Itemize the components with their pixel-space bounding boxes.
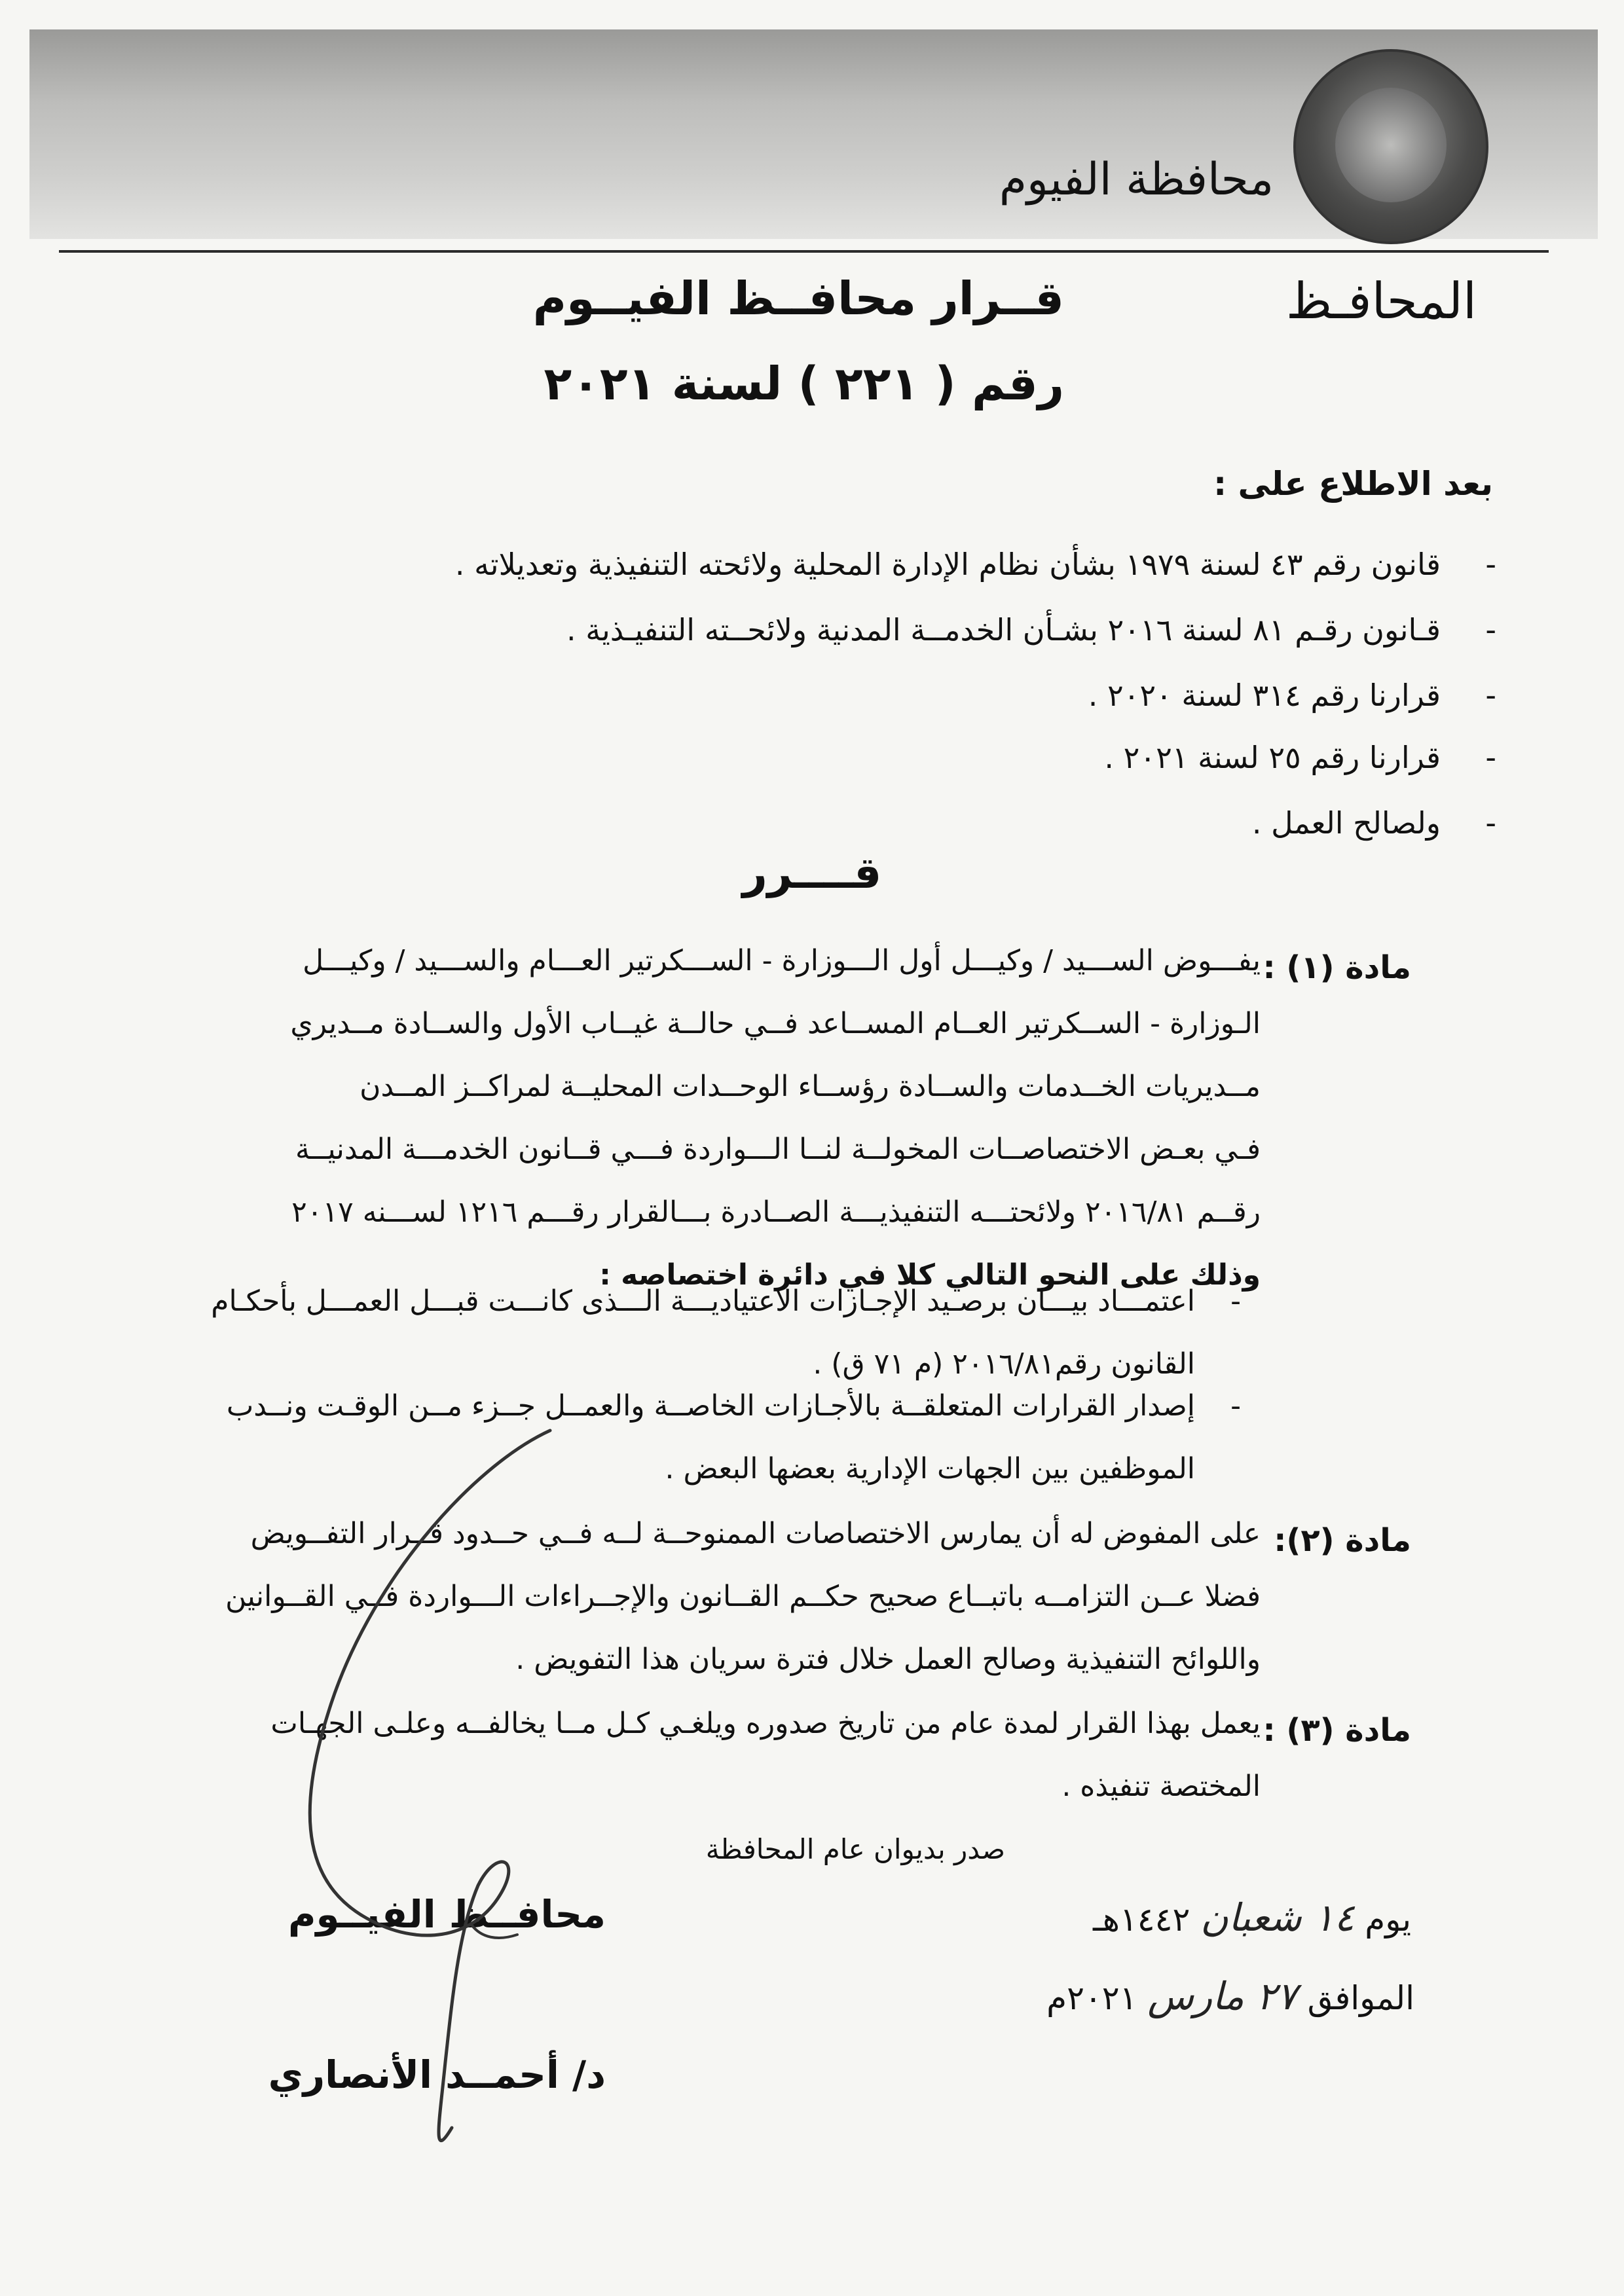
dash-bullet: - — [1485, 678, 1496, 713]
article-line: واللوائح التنفيذية وصالح العمل خلال فترة سريان هذا التفويض . — [515, 1643, 1261, 1676]
sub-item-line: إصدار القرارات المتعلقــة بالأجـازات الخاصــة والعمــل جــزء مــن الوقـت ونــدب — [226, 1389, 1195, 1423]
article-line: فـي بعـض الاختصاصــات المخولــة لنــا الـــواردة فـــي قــانون الخدمـــة المدنيــة — [295, 1133, 1261, 1166]
sub-item-line: اعتمـــاد بيـــان برصـيد الإجـازات الاعتياديـــة الـــذى كانـــت قبـــل العمـــل بأحكـام — [211, 1285, 1195, 1318]
article-line: مــديريات الخــدمات والســادة رؤســاء الوحــدات المحليــة لمراكــز المــدن — [360, 1070, 1261, 1103]
preamble-intro: بعد الاطلاع على : — [1213, 465, 1493, 503]
role-title: المحافـظ — [1285, 272, 1477, 330]
article-line: وذلك على النحو التالي كلا في دائرة اختصاصه : — [599, 1258, 1261, 1292]
article-line: رقــم ٢٠١٦/٨١ ولائحتـــه التنفيذيـــة الصــادرة بـــالقرار رقـــم ١٢١٦ لســـنه ٢٠١٧ — [291, 1195, 1261, 1229]
article-line: على المفوض له أن يمارس الاختصاصات الممنوحــة لــه فــي حــدود قــرار التفــويض — [250, 1517, 1261, 1550]
issued-at: صدر بديوان عام المحافظة — [705, 1833, 1005, 1865]
hijri-date — [1093, 1895, 1411, 1940]
greg-prefix: الموافق — [1307, 1979, 1414, 2017]
governorate-seal-icon — [1293, 49, 1488, 244]
hijri-date-handwritten: ١٤ شعبان — [1200, 1895, 1355, 1940]
dash-bullet: - — [1230, 1285, 1241, 1318]
article-3-body — [170, 1692, 1261, 1818]
article-1-sub-item — [170, 1375, 1241, 1501]
signatory-title: محافــظ الفيــوم — [287, 1892, 606, 1937]
decree-number: رقم ( ٢٢١ ) لسنة ٢٠٢١ — [544, 357, 1064, 410]
article-2-label: مادة (٢): — [1274, 1522, 1411, 1559]
article-2-body — [170, 1503, 1261, 1691]
article-1-label: مادة (١) : — [1263, 949, 1411, 986]
dash-bullet: - — [1485, 740, 1496, 775]
preamble-item-text: قـانون رقـم ٨١ لسنة ٢٠١٦ بشـأن الخدمــة المدنية ولائحــته التنفيـذية . — [566, 612, 1441, 647]
gregorian-year: ٢٠٢١م — [1046, 1979, 1137, 2017]
preamble-item — [164, 805, 1496, 841]
preamble-item — [164, 678, 1496, 713]
preamble-item-text: قرارنا رقم ٢٥ لسنة ٢٠٢١ . — [1104, 740, 1441, 775]
seal-center — [1335, 88, 1447, 202]
header-divider — [59, 250, 1549, 253]
preamble-item — [164, 547, 1496, 582]
article-line: الـوزارة - الســكرتير العــام المســاعد فــي حالــة غيــاب الأول والســادة مــديري — [290, 1007, 1261, 1040]
preamble-item — [164, 612, 1496, 647]
decree-title: قــرار محافــظ الفيــوم — [532, 272, 1064, 325]
dash-bullet: - — [1485, 547, 1496, 582]
sub-item-line: الموظفين بين الجهات الإدارية بعضها البعض . — [665, 1452, 1195, 1485]
dash-bullet: - — [1230, 1389, 1241, 1423]
preamble-item-text: ولصالح العمل . — [1251, 805, 1441, 841]
gregorian-date-handwritten: ٢٧ مارس — [1147, 1974, 1297, 2018]
preamble-item-text: قانون رقم ٤٣ لسنة ١٩٧٩ بشأن نظام الإدارة المحلية ولائحته التنفيذية وتعديلاته . — [454, 547, 1441, 582]
sub-item-line: القانون رقم٢٠١٦/٨١ (م ٧١ ق) . — [813, 1347, 1195, 1381]
article-3-label: مادة (٣) : — [1263, 1712, 1411, 1749]
article-line: المختصة تنفيذه . — [1061, 1770, 1261, 1803]
article-1-body — [170, 930, 1261, 1307]
hijri-year: ١٤٤٢هـ — [1092, 1901, 1190, 1939]
article-line: يفـــوض الســـيد / وكيـــل أول الـــوزارة - الســـكرتير العـــام والســـيد / وكيـــل — [303, 944, 1261, 977]
governorate-name: محافظة الفيوم — [999, 154, 1274, 206]
preamble-item-text: قرارنا رقم ٣١٤ لسنة ٢٠٢٠ . — [1088, 678, 1441, 713]
article-line: يعمل بهذا القرار لمدة عام من تاريخ صدوره ويلغـي كـل مــا يخالفــه وعلـى الجهـات — [270, 1707, 1261, 1740]
dash-bullet: - — [1485, 612, 1496, 647]
signatory-name: د/ أحمــد الأنصاري — [268, 2052, 606, 2097]
decision-heading: قــــرر — [742, 848, 882, 898]
gregorian-date — [1046, 1974, 1414, 2018]
day-prefix: يوم — [1365, 1901, 1411, 1939]
preamble-item — [164, 740, 1496, 775]
dash-bullet: - — [1485, 805, 1496, 841]
article-line: فضلا عــن التزامــه باتبــاع صحيح حكــم القــانون والإجــراءات الـــواردة فــي القــوانين — [225, 1580, 1261, 1613]
